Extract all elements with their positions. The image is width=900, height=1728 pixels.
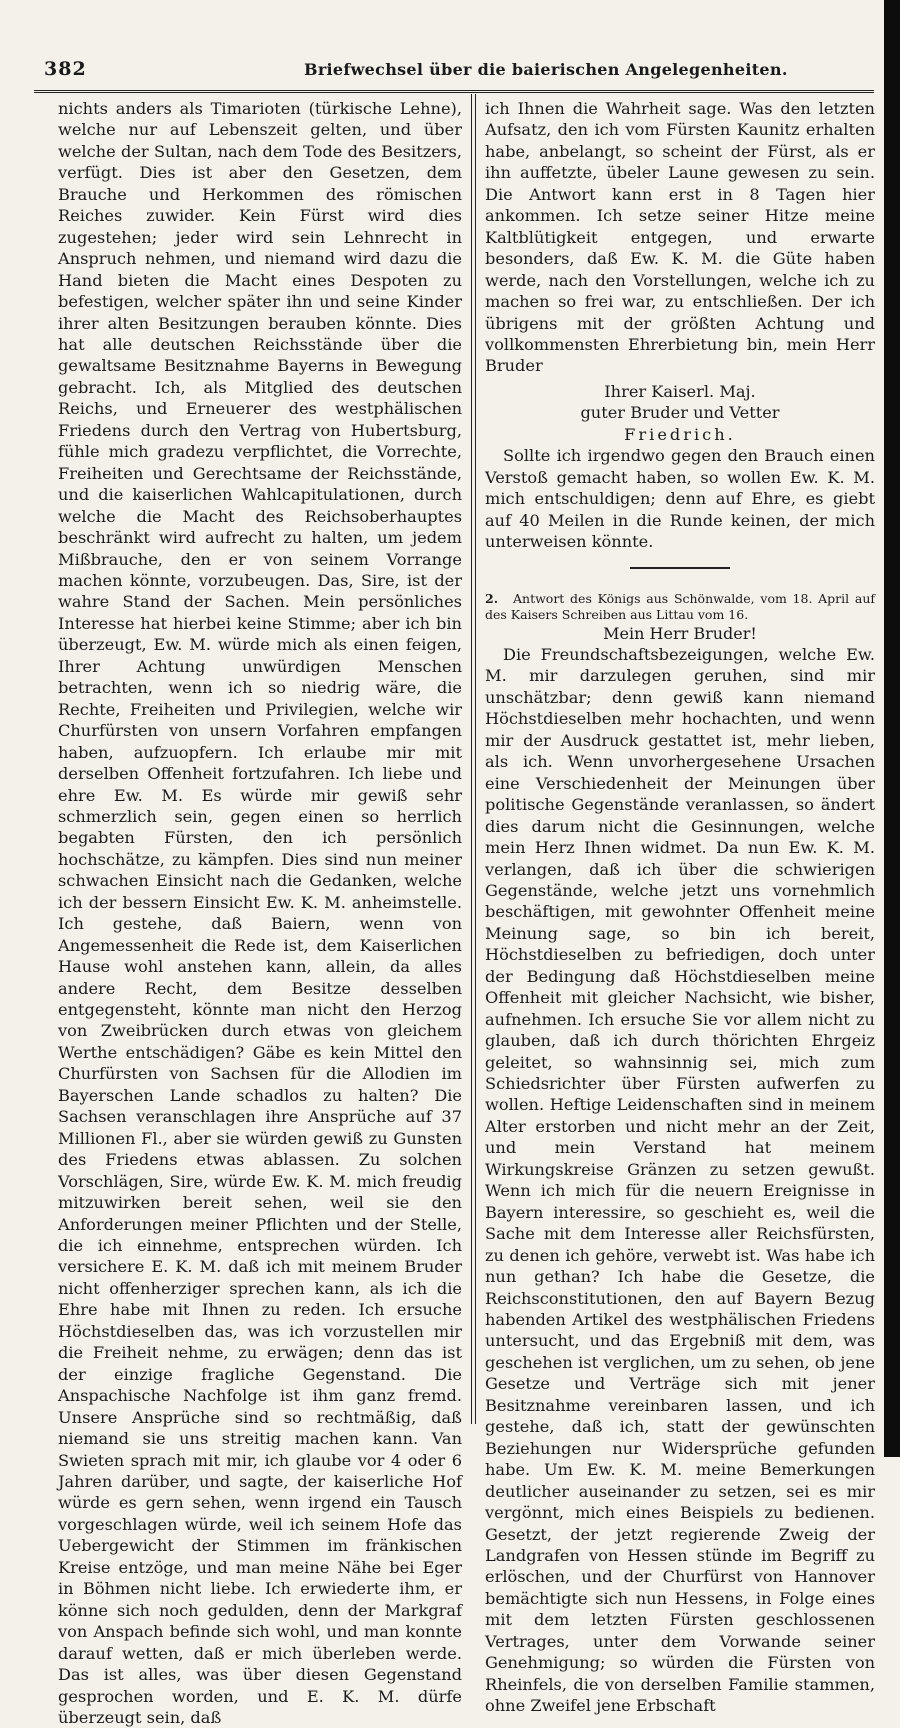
signature: Friedrich. (624, 424, 736, 444)
closing-line-title: Ihrer Kaiserl. Maj. (604, 381, 756, 401)
left-column (58, 98, 462, 1727)
page-header (34, 52, 874, 93)
running-head: Briefwechsel über die baierischen Angelegenheiten. (304, 60, 788, 79)
right-column (485, 98, 875, 1716)
letter-number: 2. (485, 590, 499, 606)
letter-2-body: Die Freundschaftsbezeigungen, welche Ew. M. mir darzulegen geruhen, sind mir unschätzbar; denn gewiß kann niemand Höchstdieselben mehr hochachten, und wenn mir der Ausdruck gestattet ist, mehr lieben, als ich. Wenn unvorhergesehene Ursachen eine Verschiedenheit der Meinungen über politische Gegenstände veranlassen, so ändert dies darum nicht die Gesinnungen, welche mein Herz Ihnen widmet. Da nun Ew. K. M. verlangen, daß ich über die schwierigen Gegenstände, welche jetzt uns vornehmlich beschäftigen, mit gewohnter Offenheit meine Meinung sage, so bin ich bereit, Höchstdieselben zu befriedigen, doch unter der Bedingung daß Höchstdieselben meine Offenheit mit gleicher Nachsicht, wie bisher, aufnehmen. Ich ersuche Sie vor allem nicht zu glauben, daß ich durch thörichten Ehrgeiz geleitet, so wahnsinnig sei, mich zum Schiedsrichter über Fürsten aufwerfen zu wollen. Heftige Leidenschaften sind in meinem Alter erstorben und nicht mehr an der Zeit, und mein Verstand hat meinem Wirkungskreise Gränzen zu setzen gewußt. Wenn ich mich für die neuern Ereignisse in Bayern interessire, so geschieht es, weil die Sache mit dem Interesse aller Reichsfürsten, zu denen ich gehöre, verwebt ist. Was habe ich nun gethan? Ich habe die Gesetze, die Reichsconstitutionen, den auf Bayern Bezug habenden Artikel des westphälischen Friedens untersucht, und das Ergebniß mit dem, was geschehen ist verglichen, um zu sehen, ob jene Gesetze und Verträge sich mit jener Besitznahme vereinbaren lassen, und ich gestehe, daß ich, statt der gewünschten Beziehungen nur Widersprüche gefunden habe. Um Ew. K. M. meine Bemerkungen deutlicher auseinander zu setzen, sei es mir vergönnt, mich eines Beispiels zu bedienen. Gesetzt, der jetzt regierende Zweig der Landgrafen von Hessen stünde im Begriff zu erlöschen, und der Churfürst von Hannover bemächtigte sich nun Hessens, in Folge eines mit dem letzten Fürsten geschlossenen Vertrages, unter dem Vorwande seiner Genehmigung; so würden die Fürsten von Rheinfels, die von derselben Familie stammen, ohne Zweifel jene Erbschaft (485, 644, 875, 1716)
letter-heading-text: Antwort des Königs aus Schönwalde, vom 18. April auf des Kaisers Schreiben aus Littau vom 16. (485, 590, 875, 622)
page-number: 382 (44, 58, 87, 80)
complimentary-close (485, 381, 875, 445)
left-paragraph: nichts anders als Timarioten (türkische Lehne), welche nur auf Lebenszeit gelten, und über welche der Sultan, nach dem Tode des Besitzers, verfügt. Dies ist aber den Gesetzen, dem Brauche und Herkommen des römischen Reiches zuwider. Kein Fürst wird dies zugestehen; jeder wird sein Lehnrecht in Anspruch nehmen, und niemand wird dazu die Hand bieten die Macht eines Despoten zu befestigen, welcher später ihn und seine Kinder ihrer alten Besitzungen berauben könnte. Dies hat alle deutschen Reichsstände über die gewaltsame Besitznahme Bayerns in Bewegung gebracht. Ich, als Mitglied des deutschen Reichs, und Erneuerer des westphälischen Friedens durch den Vertrag von Hubertsburg, fühle mich gradezu verpflichtet, die Vorrechte, Freiheiten und Gerechtsame der Reichsstände, und die kaiserlichen Wahlcapitulationen, durch welche die Macht des Reichsoberhauptes beschränkt wird aufrecht zu halten, um jedem Mißbrauche, den er von seinem Vorrange machen könnte, vorzubeugen. Das, Sire, ist der wahre Stand der Sachen. Mein persönliches Interesse hat hierbei keine Stimme; aber ich bin überzeugt, Ew. M. würde mich als einen feigen, Ihrer Achtung unwürdigen Menschen betrachten, wenn ich so niedrig wäre, die Rechte, Freiheiten und Privilegien, welche wir Churfürsten von unsern Vorfahren empfangen haben, aufzuopfern. Ich erlaube mir mit derselben Offenheit fortzufahren. Ich liebe und ehre Ew. M. Es würde mir gewiß sehr schmerzlich sein, gegen einen so herrlich begabten Fürsten, den ich persönlich hochschätze, zu kämpfen. Dies sind nun meiner schwachen Einsicht nach die Gedanken, welche ich der bessern Einsicht Ew. K. M. anheimstelle. Ich gestehe, daß Baiern, wenn von Angemessenheit die Rede ist, dem Kaiserlichen Hause wohl anstehen kann, allein, da alles andere Recht, dem Besitze desselben entgegensteht, könnte man nicht den Herzog von Zweibrücken durch etwas von gleichem Werthe entschädigen? Gäbe es kein Mittel den Churfürsten von Sachsen für die Allodien im Bayerschen Lande schadlos zu halten? Die Sachsen veranschlagen ihre Ansprüche auf 37 Millionen Fl., aber sie würden gewiß zu Gunsten des Friedens etwas ablassen. Zu solchen Vorschlägen, Sire, würde Ew. K. M. mich freudig mitzuwirken bereit sehen, weil sie den Anforderungen meiner Pflichten und der Stelle, die ich einnehme, entsprechen würden. Ich versichere E. K. M. daß ich mit meinem Bruder nicht offenherziger sprechen kann, als ich die Ehre habe mit Ihnen zu reden. Ich ersuche Höchstdieselben das, was ich vorzustellen mir die Freiheit nehme, zu erwägen; denn das ist der einzige fragliche Gegenstand. Die Anspachische Nachfolge ist ihm ganz fremd. Unsere Ansprüche sind so rechtmäßig, daß niemand sie uns streitig machen kann. Van Swieten sprach mit mir, ich glaube vor 4 oder 6 Jahren darüber, und sagte, der kaiserliche Hof würde es gern sehen, wenn irgend ein Tausch vorgeschlagen würde, weil ich seinem Hofe das Uebergewicht der Stimmen im fränkischen Kreise entzöge, und man meine Nähe bei Eger in Böhmen nicht liebe. Ich erwiederte ihm, er könne sich noch gedulden, denn der Markgraf von Anspach befinde sich wohl, und man konnte darauf wetten, daß er mich überleben werde. Das ist alles, was über diesen Gegenstand gesprochen worden, und E. K. M. dürfe überzeugt sein, daß (58, 99, 462, 1727)
salutation: Mein Herr Bruder! (603, 623, 757, 643)
column-divider (471, 94, 476, 1424)
closing-line-relation: guter Bruder und Vetter (580, 403, 780, 423)
postscript: Sollte ich irgendwo gegen den Brauch einen Verstoß gemacht haben, so wollen Ew. K. M. mich entschuldigen; denn auf Ehre, es giebt auf 40 Meilen in die Runde keinen, der mich unterweisen könnte. (485, 446, 875, 552)
letter-2-heading (485, 591, 875, 623)
letter-1-closing-paragraph: ich Ihnen die Wahrheit sage. Was den letzten Aufsatz, den ich vom Fürsten Kaunitz erhalten habe, anbelangt, so scheint der Fürst, als er ihn auffetzte, übeler Laune gewesen zu sein. Die Antwort kann erst in 8 Tagen hier ankommen. Ich setze seiner Hitze meine Kaltblütigkeit entgegen, und erwarte besonders, daß Ew. K. M. die Güte haben werde, nach den Vorstellungen, welche ich zu machen so frei war, zu entschließen. Der ich übrigens mit der größten Achtung und vollkommensten Ehrerbietung bin, mein Herr Bruder (485, 99, 875, 376)
section-separator-rule (630, 567, 730, 569)
page-edge-shadow (884, 0, 900, 1457)
